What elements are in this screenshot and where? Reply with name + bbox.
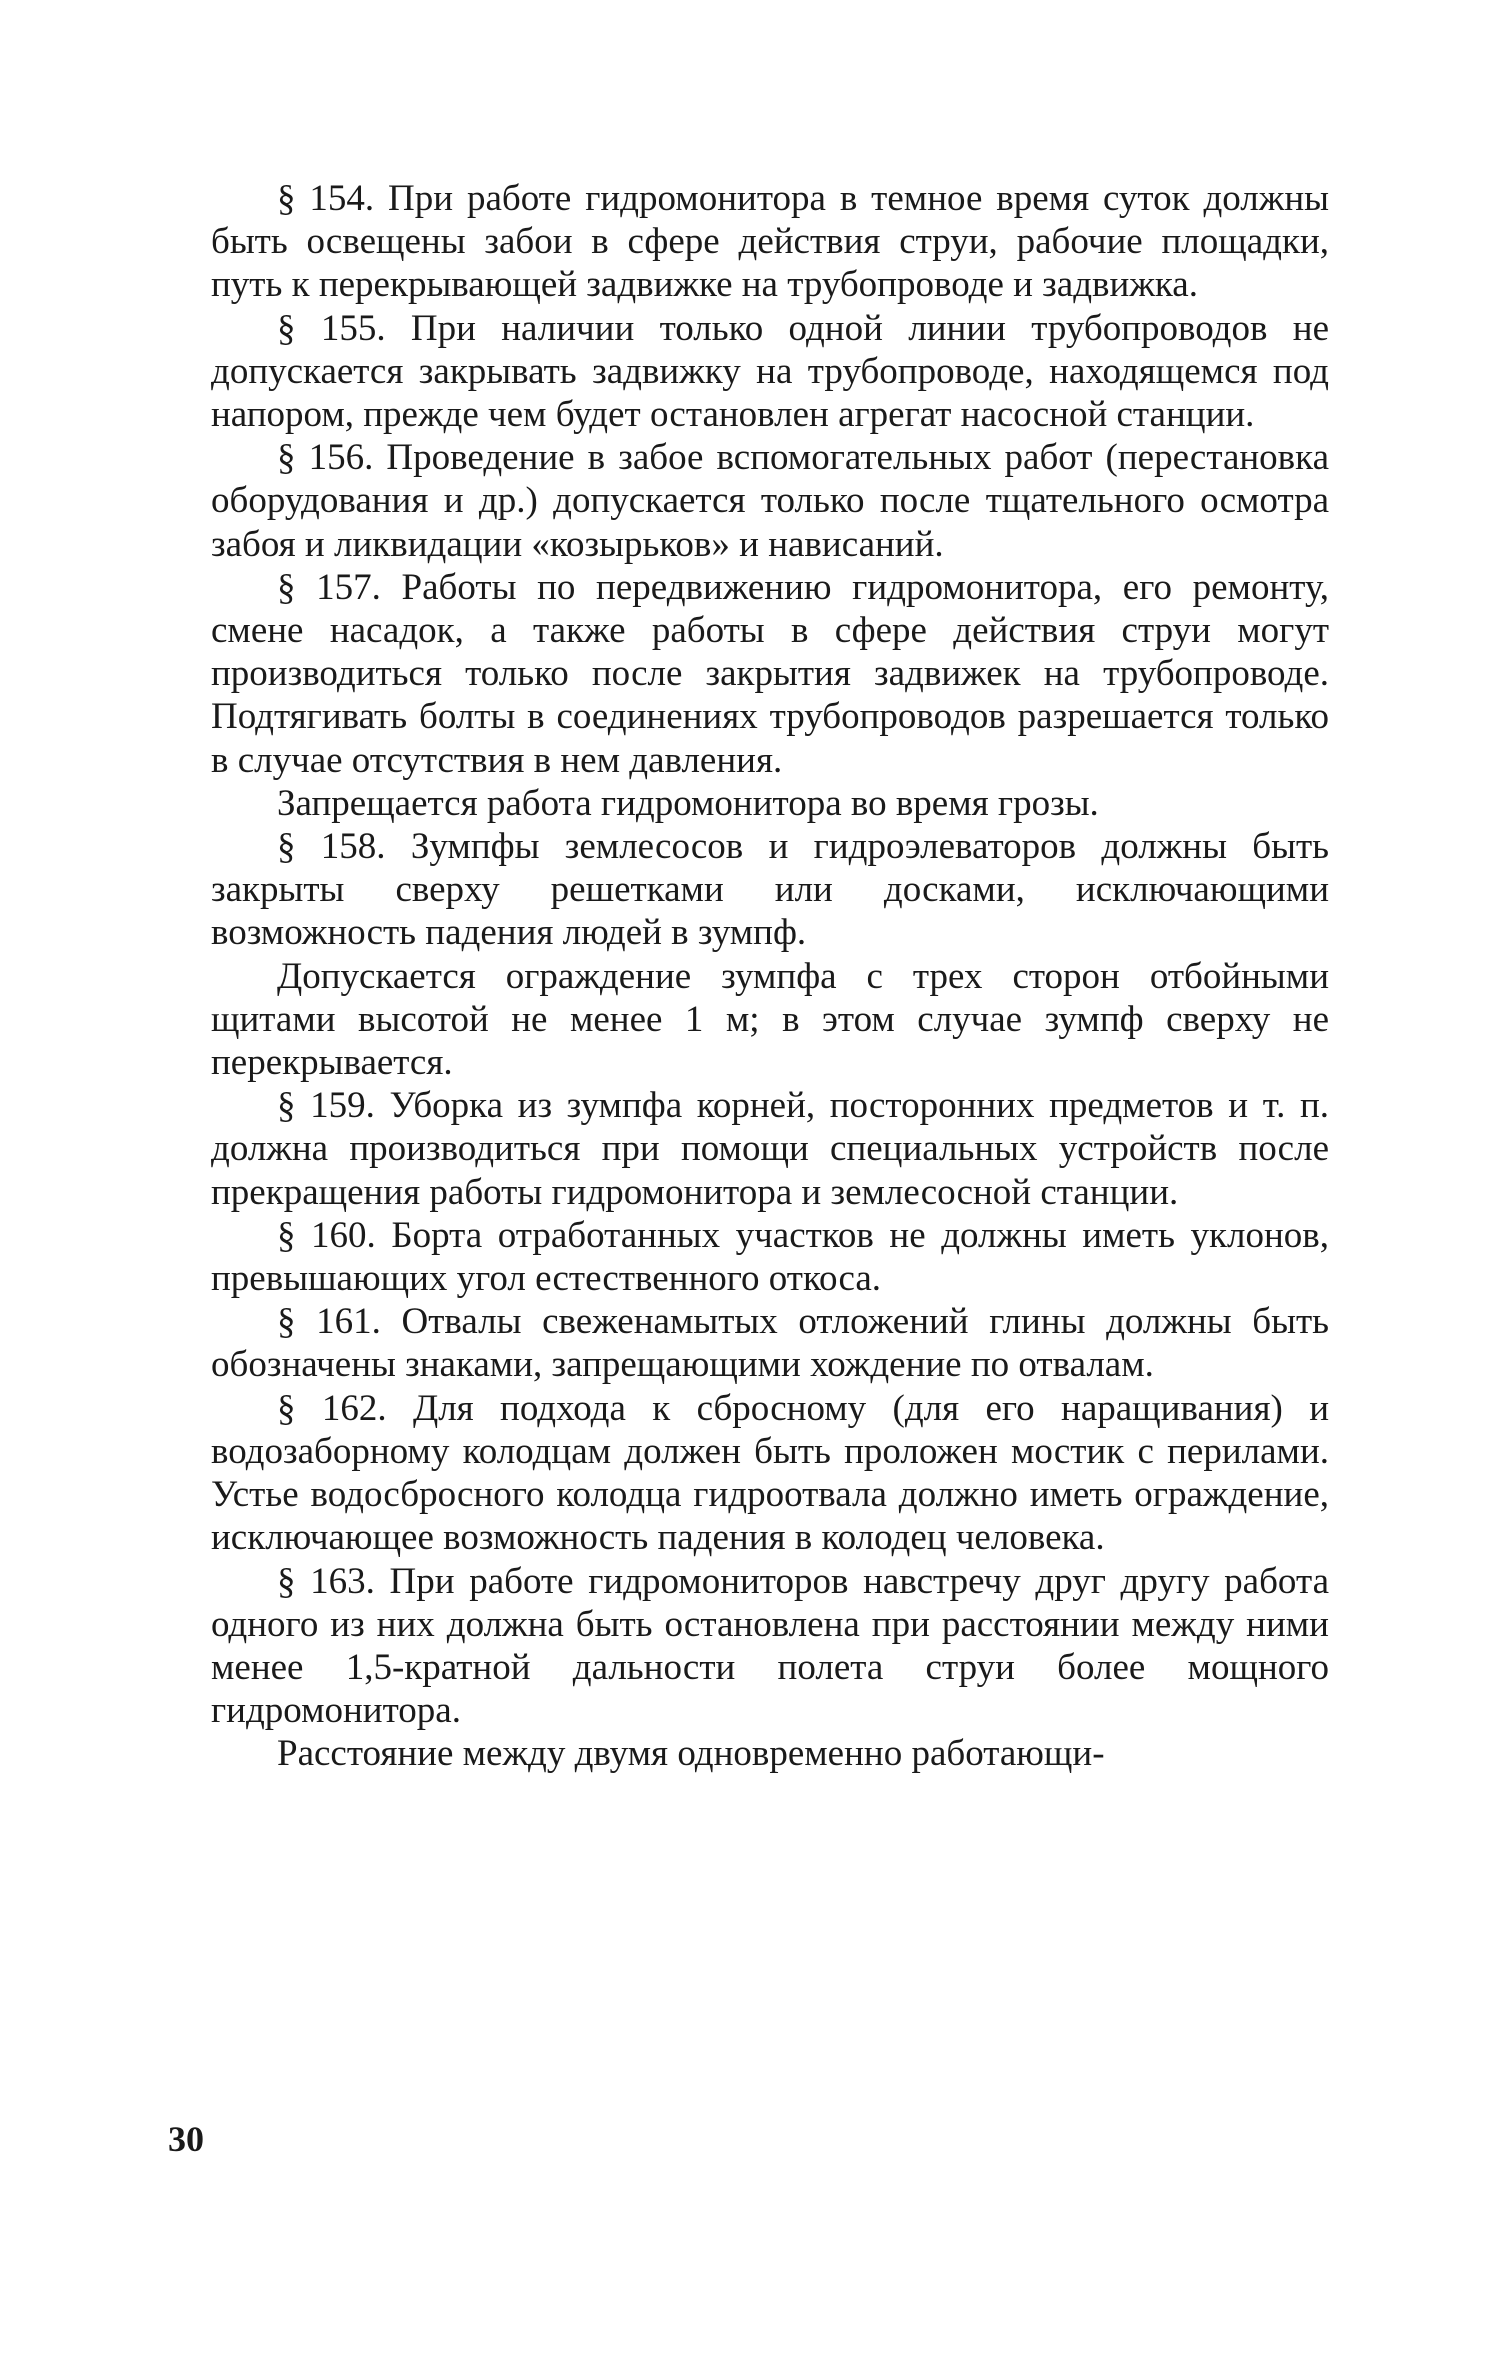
paragraph-158-note: Допускается ограждение зумпфа с трех сторон отбойными щитами высотой не менее 1 м; в этом случае зумпф сверху не перекрывается. [211,955,1329,1084]
paragraph-154: § 154. При работе гидромонитора в темное время суток должны быть освещены забои в сфере действия струи, рабочие площадки, путь к перекрывающей задвижке на трубопроводе и задвижка. [211,178,1329,306]
paragraph-156: § 156. Проведение в забое вспомогательных работ (перестановка оборудования и др.) допускается только после тщательного осмотра забоя и ликвидации «козырьков» и нависаний. [211,437,1329,565]
paragraph-163: § 163. При работе гидромониторов навстречу друг другу работа одного из них должна быть остановлена при расстоянии между ними менее 1,5-кратной дальности полета струи более мощного гидромонитора. [211,1560,1329,1732]
paragraph-162: § 162. Для подхода к сбросному (для его наращивания) и водозаборному колодцам должен быть проложен мостик с перилами. Устье водосбросного колодца гидроотвала должно иметь ограждение, исключающее возможность падения в колодец человека. [211,1387,1329,1559]
body-text [211,177,1329,1776]
paragraph-159: § 159. Уборка из зумпфа корней, посторонних предметов и т. п. должна производиться при помощи специальных устройств после прекращения работы гидромонитора и землесосной станции. [211,1085,1329,1213]
paragraph-157-note: Запрещается работа гидромонитора во время грозы. [277,782,1099,824]
paragraph-161: § 161. Отвалы свеженамытых отложений глины должны быть обозначены знаками, запрещающими хождение по отвалам. [211,1301,1329,1386]
paragraph-160: § 160. Борта отработанных участков не должны иметь уклонов, превышающих угол естественного откоса. [211,1214,1329,1300]
paragraph-155: § 155. При наличии только одной линии трубопроводов не допускается закрывать задвижку на трубопроводе, находящемся под напором, прежде чем будет остановлен агрегат насосной станции. [211,307,1329,436]
paragraph-158: § 158. Зумпфы землесосов и гидроэлеваторов должны быть закрыты сверху решетками или досками, исключающими возможность падения людей в зумпф. [211,826,1329,954]
paragraph-continued: Расстояние между двумя одновременно работающи- [277,1733,1105,1775]
paragraph-157: § 157. Работы по передвижению гидромонитора, его ремонту, смене насадок, а также работы в сфере действия струи могут производиться только после закрытия задвижек на трубопроводе. Подтягивать болты в соединениях трубопроводов разрешается только в случае отсутствия в нем давления. [211,566,1329,781]
page-number: 30 [168,2119,204,2159]
